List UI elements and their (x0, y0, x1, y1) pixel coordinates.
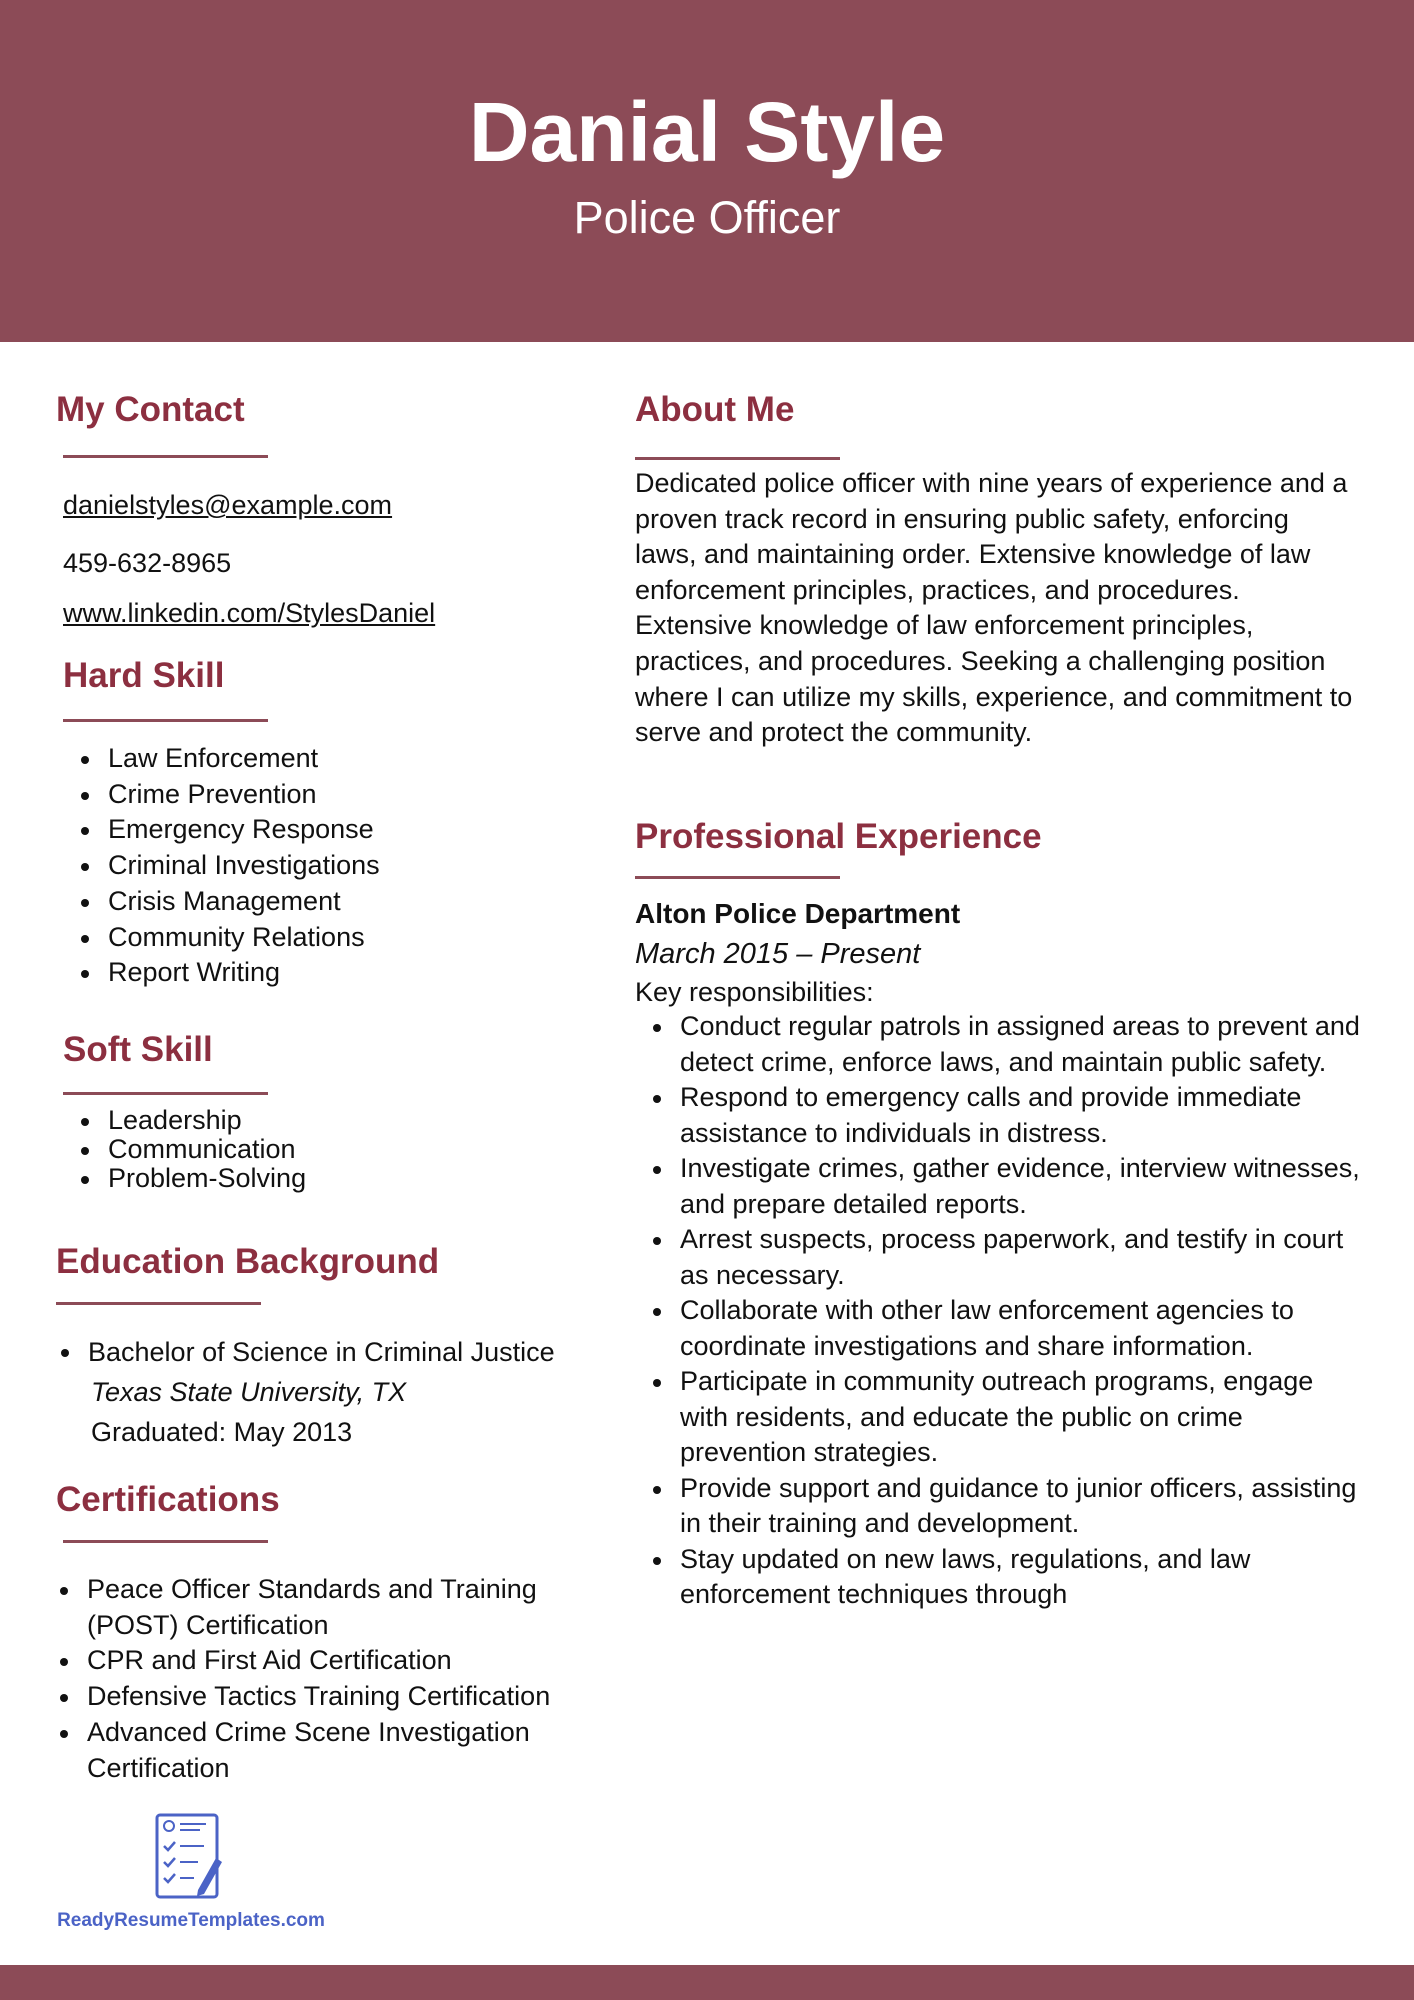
hard-skill-item: Emergency Response (63, 812, 603, 848)
soft-skill-heading: Soft Skill (63, 1030, 213, 1069)
certifications-rule (63, 1540, 268, 1543)
header-banner (0, 0, 1414, 342)
responsibility-item: Investigate crimes, gather evidence, interview witnesses, and prepare detailed reports. (635, 1151, 1365, 1222)
candidate-role: Police Officer (573, 192, 841, 243)
hard-skill-item: Crime Prevention (63, 777, 603, 813)
hard-skill-item: Report Writing (63, 955, 603, 991)
about-heading: About Me (635, 390, 795, 429)
soft-skill-item: Communication (63, 1135, 603, 1164)
soft-skill-rule (63, 1092, 268, 1095)
experience-heading: Professional Experience (635, 817, 1042, 856)
about-rule (635, 457, 840, 460)
certification-item: Defensive Tactics Training Certification (42, 1679, 612, 1715)
email-link[interactable]: danielstyles@example.com (63, 490, 393, 520)
hard-skill-item: Criminal Investigations (63, 848, 603, 884)
responsibility-item: Participate in community outreach programs, engage with residents, and educate the public on crime prevention strategies. (635, 1364, 1365, 1471)
soft-skill-list (63, 1106, 603, 1193)
certification-item: Advanced Crime Scene Investigation Certification (42, 1715, 612, 1786)
candidate-name: Danial Style (468, 85, 946, 179)
linkedin-link[interactable]: www.linkedin.com/StylesDaniel (63, 598, 436, 628)
education-degree: Bachelor of Science in Criminal Justice (56, 1332, 616, 1372)
about-text: Dedicated police officer with nine years of experience and a proven track record in ensuring public safety, enforcing laws, and maintaining order. Extensive knowledge of law enforcement principles, practices, and procedures. Extensive knowledge of law enforcement principles, practices, and procedures. Seeking a challenging position where I can utilize my skills, experience, and commitment to serve and protect the community. (635, 468, 1353, 748)
hard-skill-item: Crisis Management (63, 884, 603, 920)
responsibility-item: Collaborate with other law enforcement agencies to coordinate investigations and share information. (635, 1293, 1365, 1364)
education-school: Texas State University, TX (91, 1377, 407, 1407)
certification-item: CPR and First Aid Certification (42, 1643, 612, 1679)
education-entry (56, 1332, 616, 1452)
education-rule (56, 1302, 261, 1305)
responsibility-item: Provide support and guidance to junior officers, assisting in their training and development. (635, 1471, 1365, 1542)
phone-number: 459-632-8965 (63, 548, 232, 578)
soft-skill-item: Problem-Solving (63, 1164, 603, 1193)
hard-skill-heading: Hard Skill (63, 656, 225, 695)
responsibility-item: Stay updated on new laws, regulations, and law enforcement techniques through (635, 1542, 1365, 1613)
hard-skill-item: Law Enforcement (63, 741, 603, 777)
responsibility-item: Arrest suspects, process paperwork, and testify in court as necessary. (635, 1222, 1365, 1293)
responsibility-item: Respond to emergency calls and provide immediate assistance to individuals in distress. (635, 1080, 1365, 1151)
education-graduated: Graduated: May 2013 (91, 1417, 353, 1447)
footer-bar (0, 1965, 1414, 2000)
hard-skill-rule (63, 719, 268, 722)
brand-logo (46, 1812, 336, 1932)
certification-item: Peace Officer Standards and Training (POST) Certification (42, 1572, 612, 1643)
employment-dates: March 2015 – Present (635, 938, 921, 970)
company-name: Alton Police Department (635, 898, 961, 929)
contact-heading: My Contact (56, 390, 245, 429)
responsibilities-label: Key responsibilities: (635, 977, 874, 1007)
hard-skill-item: Community Relations (63, 920, 603, 956)
resume-document-icon (154, 1812, 224, 1902)
education-heading: Education Background (56, 1242, 440, 1281)
brand-logo-text: ReadyResumeTemplates.com (57, 1910, 325, 1931)
certifications-list (42, 1572, 612, 1786)
hard-skill-list (63, 741, 603, 991)
soft-skill-item: Leadership (63, 1106, 603, 1135)
contact-rule (63, 455, 268, 458)
responsibility-item: Conduct regular patrols in assigned areas to prevent and detect crime, enforce laws, and maintain public safety. (635, 1009, 1365, 1080)
experience-rule (635, 876, 840, 879)
certifications-heading: Certifications (56, 1480, 280, 1519)
responsibilities-list (635, 1009, 1365, 1613)
